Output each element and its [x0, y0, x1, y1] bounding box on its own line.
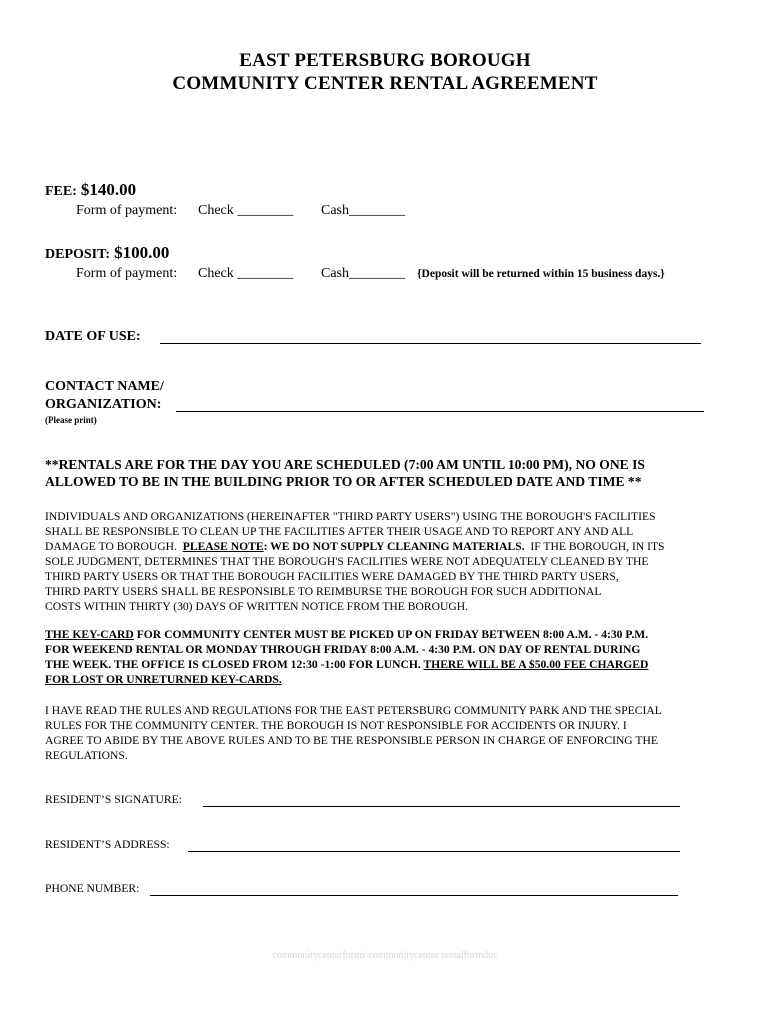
paragraph-text: THE WEEK. THE OFFICE IS CLOSED FROM 12:30 -1:00 FOR LUNCH.	[45, 658, 424, 671]
deposit-label: DEPOSIT:	[45, 247, 111, 262]
date-of-use-input[interactable]	[160, 343, 701, 344]
deposit-cash-field[interactable]: Cash________	[321, 266, 405, 281]
fee-form-of-payment: Form of payment:	[76, 203, 178, 218]
deposit-form-of-payment: Form of payment:	[76, 266, 178, 281]
deposit-return-note: {Deposit will be returned within 15 business days.}	[417, 268, 665, 280]
paragraph-line: I HAVE READ THE RULES AND REGULATIONS FOR THE EAST PETERSBURG COMMUNITY PARK AND THE SPECIAL	[45, 704, 662, 717]
paragraph-text: FOR COMMUNITY CENTER MUST BE PICKED UP ON FRIDAY BETWEEN 8:00 A.M. - 4:30 P.M.	[133, 628, 649, 641]
deposit-row	[45, 243, 169, 263]
fee-check-field[interactable]: Check ________	[198, 203, 294, 218]
paragraph-text: DAMAGE TO BOROUGH.	[45, 540, 177, 553]
paragraph-line: FOR WEEKEND RENTAL OR MONDAY THROUGH FRIDAY 8:00 A.M. - 4:30 P.M. ON DAY OF RENTAL DURING	[45, 643, 641, 656]
keycard-heading: THE KEY-CARD	[45, 628, 134, 641]
lost-keycard-fee: THERE WILL BE A $50.00 FEE CHARGED	[423, 658, 649, 671]
date-of-use-label: DATE OF USE:	[45, 329, 141, 344]
paragraph-line: RULES FOR THE COMMUNITY CENTER. THE BOROUGH IS NOT RESPONSIBLE FOR ACCIDENTS OR INJURY. I	[45, 719, 627, 732]
fee-label: FEE:	[45, 184, 77, 199]
fee-row	[45, 180, 136, 200]
paragraph-line: AGREE TO ABIDE BY THE ABOVE RULES AND TO BE THE RESPONSIBLE PERSON IN CHARGE OF ENFORCING THE	[45, 734, 658, 747]
resident-signature-label: RESIDENT’S SIGNATURE:	[45, 793, 182, 806]
paragraph-line: REGULATIONS.	[45, 749, 128, 762]
paragraph-line	[45, 539, 735, 554]
resident-signature-input[interactable]	[203, 806, 680, 807]
page-title: EAST PETERSBURG BOROUGH	[239, 50, 531, 71]
rentals-notice-line-2: ALLOWED TO BE IN THE BUILDING PRIOR TO OR AFTER SCHEDULED DATE AND TIME **	[45, 474, 642, 489]
paragraph-line	[45, 627, 735, 642]
phone-number-input[interactable]	[150, 895, 678, 896]
paragraph-line: SOLE JUDGMENT, DETERMINES THAT THE BOROUGH'S FACILITIES WERE NOT ADEQUATELY CLEANED BY THE	[45, 555, 649, 568]
paragraph-line: SHALL BE RESPONSIBLE TO CLEAN UP THE FACILITIES AFTER THEIR USAGE AND TO REPORT ANY AND ALL	[45, 525, 634, 538]
please-note-label: PLEASE NOTE	[182, 540, 264, 553]
deposit-amount: $100.00	[114, 243, 170, 262]
page-subtitle: COMMUNITY CENTER RENTAL AGREEMENT	[172, 73, 598, 94]
paragraph-line	[45, 657, 735, 672]
phone-number-label: PHONE NUMBER:	[45, 882, 140, 895]
paragraph-line: THIRD PARTY USERS SHALL BE RESPONSIBLE TO REIMBURSE THE BOROUGH FOR SUCH ADDITIONAL	[45, 585, 602, 598]
paragraph-text: IF THE BOROUGH, IN ITS	[530, 540, 665, 553]
organization-label: ORGANIZATION:	[45, 397, 162, 412]
paragraph-line: COSTS WITHIN THIRTY (30) DAYS OF WRITTEN NOTICE FROM THE BOROUGH.	[45, 600, 469, 613]
deposit-check-field[interactable]: Check ________	[198, 266, 294, 281]
agreement-paragraph	[45, 703, 735, 763]
cleaning-materials-note: : WE DO NOT SUPPLY CLEANING MATERIALS.	[263, 540, 525, 553]
fee-amount: $140.00	[80, 180, 137, 199]
rentals-notice-line-1: **RENTALS ARE FOR THE DAY YOU ARE SCHEDULED (7:00 AM UNTIL 10:00 PM), NO ONE IS	[45, 457, 645, 472]
paragraph-line: FOR LOST OR UNRETURNED KEY-CARDS.	[45, 673, 282, 686]
please-print-hint: (Please print)	[45, 415, 97, 425]
resident-address-label: RESIDENT’S ADDRESS:	[45, 838, 170, 851]
fee-cash-field[interactable]: Cash________	[321, 203, 405, 218]
contact-organization-input[interactable]	[176, 411, 704, 412]
resident-address-input[interactable]	[188, 851, 680, 852]
individuals-paragraph	[45, 509, 735, 614]
document-path-footer: communitycenterforms\communitycenter rentalformdoc	[272, 950, 498, 961]
keycard-paragraph	[45, 627, 735, 687]
paragraph-line: INDIVIDUALS AND ORGANIZATIONS (HEREINAFTER "THIRD PARTY USERS") USING THE BOROUGH'S FACILITIES	[45, 510, 656, 523]
contact-name-label: CONTACT NAME/	[45, 379, 164, 394]
paragraph-line: THIRD PARTY USERS OR THAT THE BOROUGH FACILITIES WERE DAMAGED BY THE THIRD PARTY USERS,	[45, 570, 619, 583]
